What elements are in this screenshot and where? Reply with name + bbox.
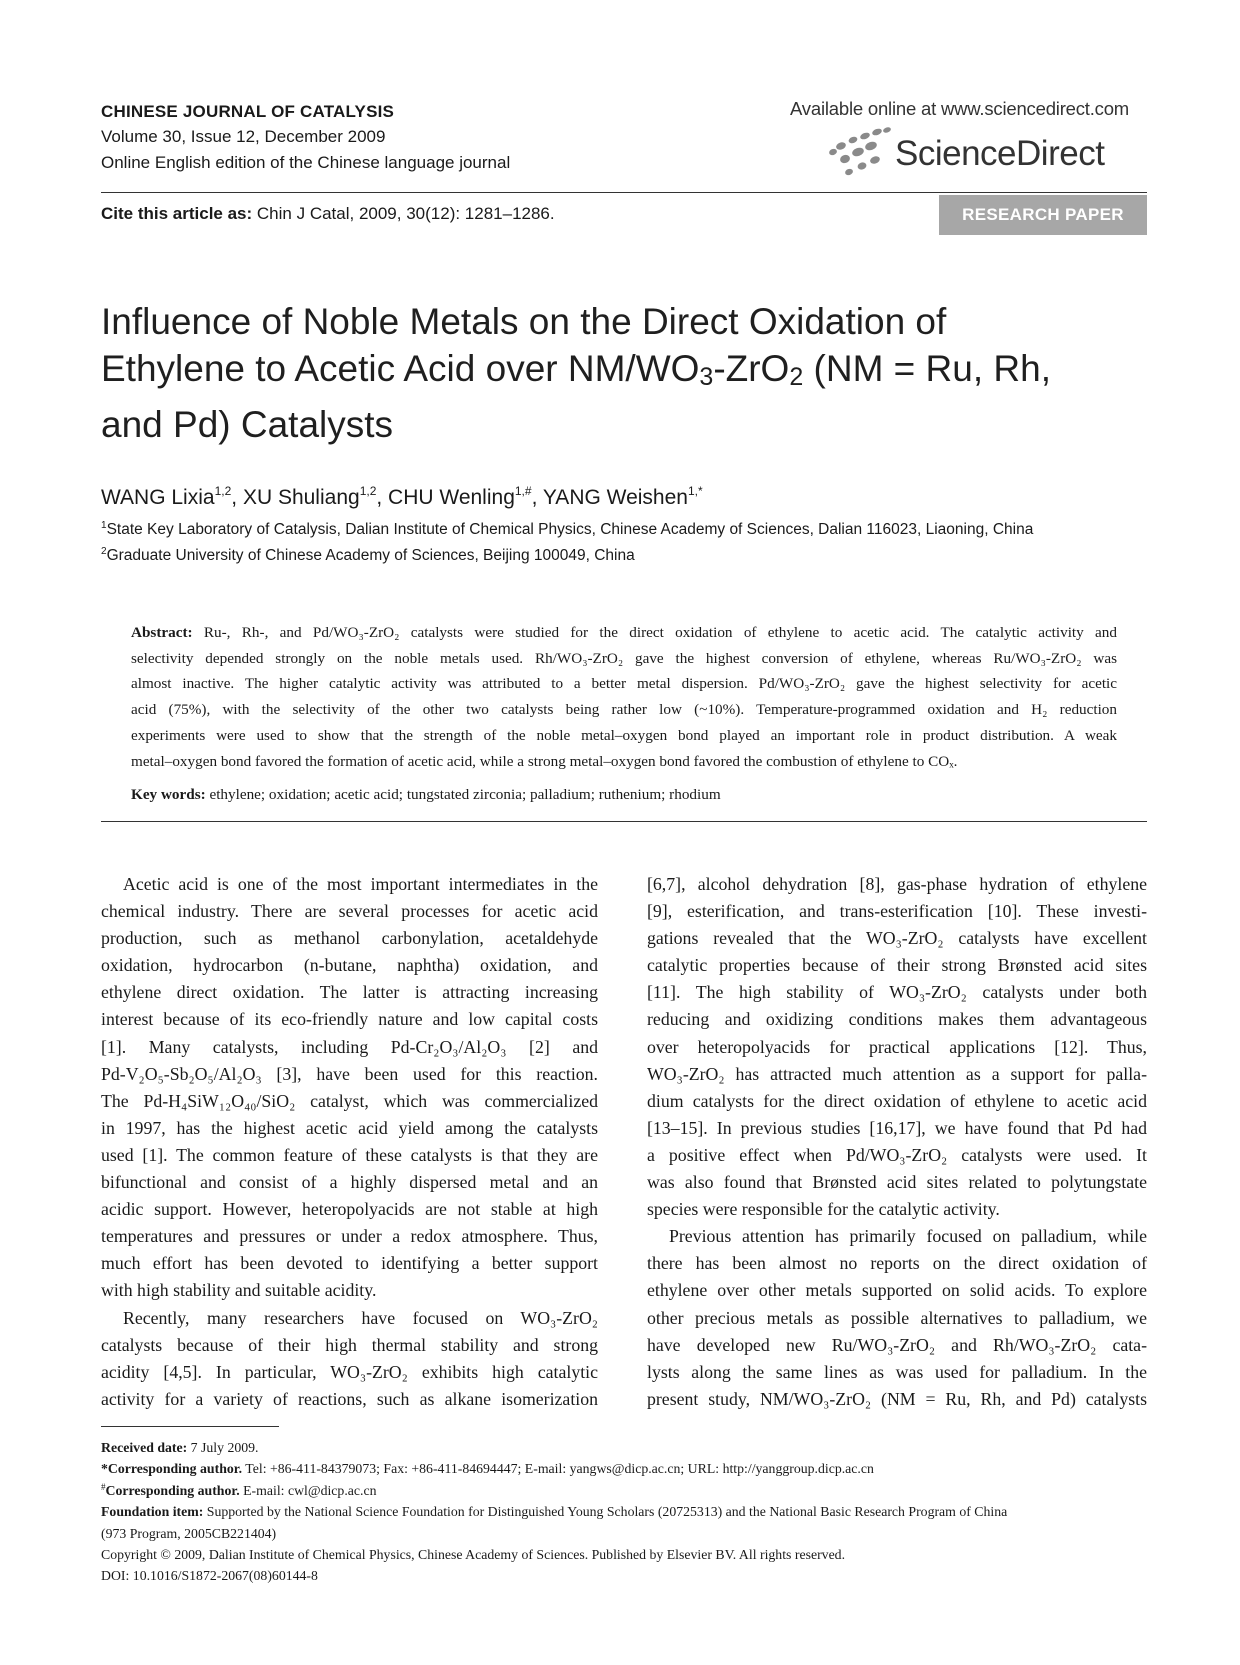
title-line-3: and Pd) Catalysts [101, 404, 394, 445]
footnote-divider [101, 1426, 279, 1427]
body-text-line: catalytic properties because of their strong Brønsted acid sites [647, 955, 1147, 976]
body-text-line: ethylene over other metals supported on solid acids. To explore [647, 1280, 1147, 1301]
body-text-line: bifunctional and consist of a highly dispersed metal and an [101, 1172, 598, 1193]
body-column-right [647, 871, 1147, 1413]
affiliation-1: $^1$State Key Laboratory of Catalysis, Dalian Institute of Chemical Physics, Chinese Academy of Sciences, Dalian 116023, Liaoning, China [101, 520, 1034, 538]
body-text-line: [13–15]. In previous studies [16,17], we have found that Pd had [647, 1117, 1147, 1138]
body-text-line: much effort has been devoted to identifying a better support [101, 1253, 598, 1274]
abstract-line: selectivity depended strongly on the noble metals used. Rh/WO₃-ZrO₂ gave the highest conversion of ethylene, whereas Ru/WO₃-ZrO₂ was [131, 649, 1117, 667]
body-text-line: interest because of its eco-friendly nature and low capital costs [101, 1009, 598, 1030]
cite-line [101, 204, 555, 224]
author-name: WANG Lixia [101, 486, 215, 509]
body-text-line: Pd-V₂O₅-Sb₂O₅/Al₂O₃ [3], have been used for this reaction. [101, 1063, 598, 1084]
footnotes [101, 1437, 1147, 1587]
body-text-line: have developed new Ru/WO₃-ZrO₂ and Rh/WO₃-ZrO₂ cata- [647, 1334, 1147, 1355]
cite-text: Chin J Catal, 2009, 30(12): 1281–1286. [256, 204, 555, 223]
abstract-line: Abstract: Ru-, Rh-, and Pd/WO₃-ZrO₂ catalysts were studied for the direct oxidation of ethylene to acetic acid. The catalytic activity and [131, 624, 1117, 641]
corresponding-author-1: *Corresponding author. Tel: +86-411-84379073; Fax: +86-411-84694447; E-mail: yangws@dicp.ac.cn; URL: http://yanggroup.dicp.ac.cn [101, 1461, 874, 1477]
volume-line: Volume 30, Issue 12, December 2009 [101, 127, 386, 146]
body-text-line: catalysts because of their high thermal stability and strong [101, 1334, 598, 1355]
article-title [101, 298, 1141, 448]
body-text-line: present study, NM/WO₃-ZrO₂ (NM = Ru, Rh, and Pd) catalysts [647, 1388, 1147, 1409]
body-text-line: a positive effect when Pd/WO₃-ZrO₂ catalysts were used. It [647, 1144, 1147, 1165]
keywords: Key words: ethylene; oxidation; acetic acid; tungstated zirconia; palladium; ruthenium; rhodium [131, 786, 721, 803]
paper-type-badge: RESEARCH PAPER [939, 195, 1147, 235]
body-text-line: [9], esterification, and trans-esterification [10]. These investi- [647, 901, 1147, 922]
affiliation-2: $^2$Graduate University of Chinese Academy of Sciences, Beijing 100049, China [101, 546, 635, 564]
abstract-line: almost inactive. The higher catalytic activity was attributed to a better metal dispersion. Pd/WO₃-ZrO₂ gave the highest selectivity for acetic [131, 675, 1117, 693]
body-text-line: Acetic acid is one of the most important intermediates in the [123, 874, 598, 894]
abstract-divider [101, 821, 1147, 822]
header-divider [101, 192, 1147, 193]
body-text-line: production, such as methanol carbonylation, acetaldehyde [101, 928, 598, 949]
body-text-line: [11]. The high stability of WO₃-ZrO₂ catalysts under both [647, 982, 1147, 1003]
author-name: CHU Wenling [388, 486, 515, 509]
sciencedirect-logo-text: ScienceDirect [895, 134, 1105, 173]
body-text-line: WO₃-ZrO₂ has attracted much attention as a support for palla- [647, 1063, 1147, 1084]
author-name: YANG Weishen [542, 486, 688, 509]
sciencedirect-logo[interactable] [825, 126, 1125, 180]
sciencedirect-dots-icon [825, 126, 893, 180]
body-column-left [101, 871, 598, 1413]
body-text-line: there has been almost no reports on the direct oxidation of [647, 1253, 1147, 1274]
body-text-line: species were responsible for the catalytic activity. [647, 1199, 1000, 1220]
title-line-1: Influence of Noble Metals on the Direct Oxidation of [101, 301, 947, 342]
foundation-item: Foundation item: Supported by the National Science Foundation for Distinguished Young Scholars (20725313) and the National Basic Research Program of China [101, 1504, 1008, 1520]
body-text-line: dium catalysts for the direct oxidation of ethylene to acetic acid [647, 1090, 1147, 1111]
received-date: Received date: 7 July 2009. [101, 1440, 259, 1455]
body-text-line: reducing and oxidizing conditions makes them advantageous [647, 1009, 1147, 1030]
author-list: WANG Lixia$^{1,2}$, XU Shuliang$^{1,2}$, CHU Wenling$^{1,\#}$, YANG Weishen$^{1,*}$ [101, 484, 703, 509]
body-text-line: lysts along the same lines as was used for palladium. In the [647, 1361, 1147, 1382]
foundation-item-cont: (973 Program, 2005CB221404) [101, 1525, 277, 1541]
body-text-line: chemical industry. There are several processes for acetic acid [101, 901, 598, 922]
doi: DOI: 10.1016/S1872-2067(08)60144-8 [101, 1568, 318, 1584]
body-text-line: oxidation, hydrocarbon (n-butane, naphtha) oxidation, and [101, 955, 598, 976]
body-text-line: Previous attention has primarily focused on palladium, while [669, 1226, 1147, 1247]
author-name: XU Shuliang [242, 486, 360, 509]
body-text-line: temperatures and pressures or under a redox atmosphere. Thus, [101, 1226, 598, 1247]
abstract-line: metal–oxygen bond favored the formation of acetic acid, while a strong metal–oxygen bond favored the combustion of ethylene to COₓ. [131, 752, 958, 770]
body-text-line: [1]. Many catalysts, including Pd-Cr₂O₃/Al₂O₃ [2] and [101, 1036, 598, 1057]
body-text-line: acidity [4,5]. In particular, WO₃-ZrO₂ exhibits high catalytic [101, 1361, 598, 1382]
body-text-line: activity for a variety of reactions, such as alkane isomerization [101, 1388, 598, 1409]
body-text-line: gations revealed that the WO₃-ZrO₂ catalysts have excellent [647, 928, 1147, 949]
corresponding-author-2: #Corresponding author. E-mail: cwl@dicp.ac.cn [101, 1481, 377, 1498]
body-text-line: acidic support. However, heteropolyacids are not stable at high [101, 1199, 598, 1220]
copyright: Copyright © 2009, Dalian Institute of Chemical Physics, Chinese Academy of Sciences. Published by Elsevier BV. All rights reserved. [101, 1547, 846, 1563]
body-text-line: in 1997, has the highest acetic acid yield among the catalysts [101, 1117, 598, 1138]
abstract [131, 620, 1117, 774]
journal-name: CHINESE JOURNAL OF CATALYSIS [101, 102, 395, 121]
body-text-line: with high stability and suitable acidity. [101, 1280, 377, 1301]
abstract-line: acid (75%), with the selectivity of the other two catalysts being rather low (~10%). Temperature-programmed oxidation and H₂ reduction [131, 701, 1117, 719]
body-text-line: [6,7], alcohol dehydration [8], gas-phase hydration of ethylene [647, 874, 1147, 894]
cite-label: Cite this article as: [101, 204, 253, 223]
title-line-2: Ethylene to Acetic Acid over NM/WO3-ZrO2 (NM = Ru, Rh, [101, 348, 1051, 391]
abstract-line: experiments were used to show that the strength of the noble metal–oxygen bond played an important role in product distribution. A weak [131, 726, 1117, 744]
body-text-line: other precious metals as possible alternatives to palladium, we [647, 1307, 1147, 1328]
body-text-line: over heteropolyacids for practical applications [12]. Thus, [647, 1036, 1147, 1057]
edition-line: Online English edition of the Chinese language journal [101, 153, 511, 172]
body-text-line: used [1]. The common feature of these catalysts is that they are [101, 1144, 598, 1165]
body-text-line: was also found that Brønsted acid sites related to polytungstate [647, 1172, 1147, 1193]
available-online-link[interactable]: Available online at www.sciencedirect.com [790, 98, 1130, 119]
body-text-line: The Pd-H₄SiW₁₂O₄₀/SiO₂ catalyst, which was commercialized [101, 1090, 598, 1111]
body-text-line: ethylene direct oxidation. The latter is attracting increasing [101, 982, 598, 1003]
body-text-line: Recently, many researchers have focused on WO₃-ZrO₂ [123, 1307, 598, 1328]
